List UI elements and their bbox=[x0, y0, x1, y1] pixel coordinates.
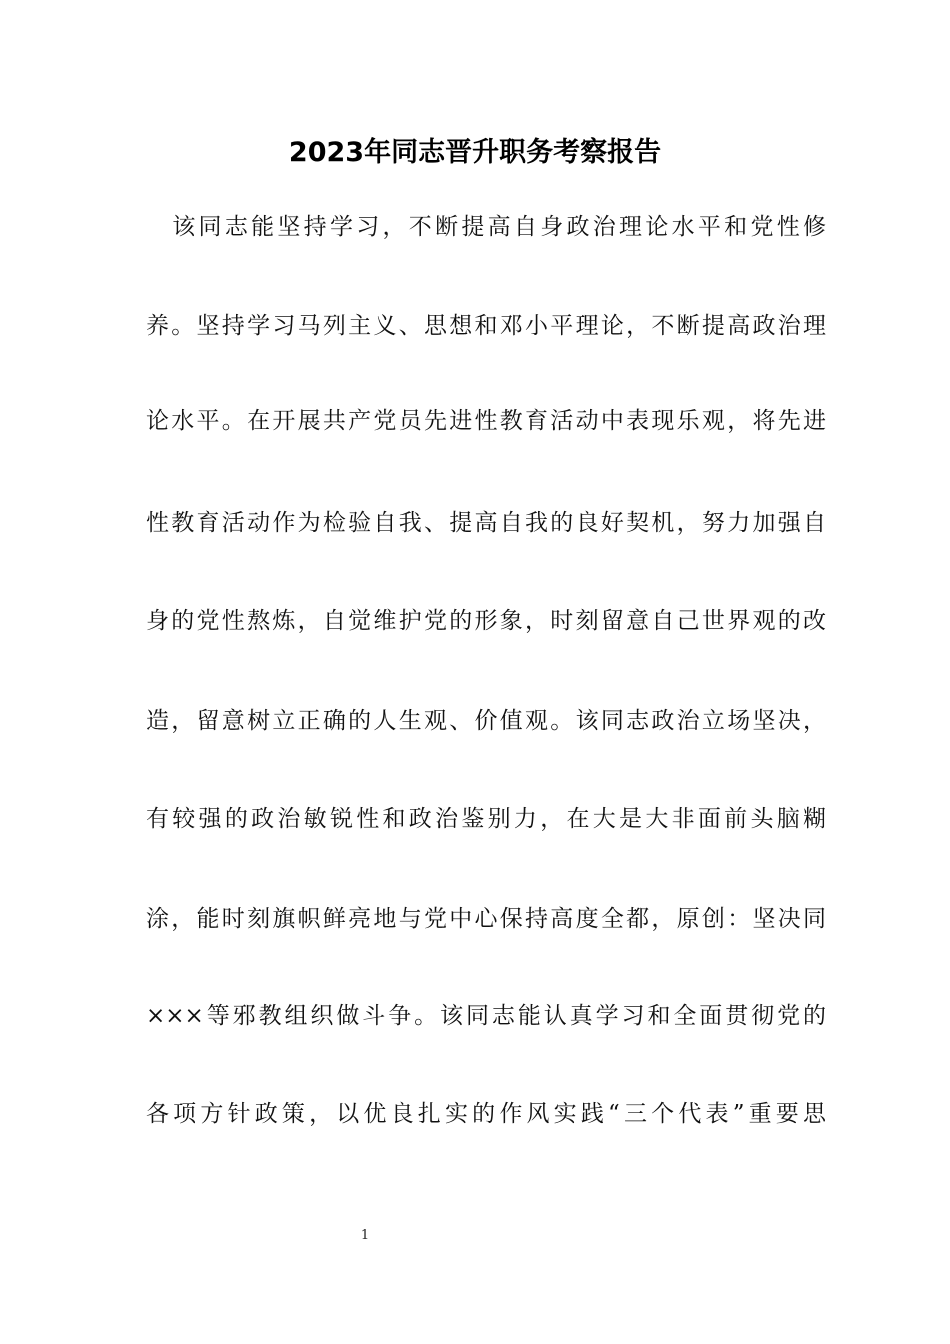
document-title: 2023年同志晋升职务考察报告 bbox=[288, 137, 662, 168]
body-line: 涂，能时刻旗帜鲜亮地与党中心保持高度全都，原创：坚决同 bbox=[146, 906, 826, 932]
body-line: 性教育活动作为检验自我、提高自我的良好契机，努力加强自 bbox=[146, 510, 826, 536]
body-line: 身的党性熬炼，自觉维护党的形象，时刻留意自己世界观的改 bbox=[146, 608, 826, 634]
body-line: 论水平。在开展共产党员先进性教育活动中表现乐观，将先进 bbox=[146, 408, 826, 434]
body-line: 有较强的政治敏锐性和政治鉴别力，在大是大非面前头脑糊 bbox=[146, 806, 826, 832]
page-number: 1 bbox=[360, 1228, 370, 1243]
body-line: 各项方针政策，以优良扎实的作风实践“三个代表”重要思 bbox=[146, 1101, 826, 1127]
body-line: ×××等邪教组织做斗争。该同志能认真学习和全面贯彻党的 bbox=[146, 1003, 826, 1029]
body-line: 养。坚持学习马列主义、思想和邓小平理论，不断提高政治理 bbox=[146, 313, 826, 339]
body-line: 造，留意树立正确的人生观、价值观。该同志政治立场坚决， bbox=[146, 708, 826, 734]
body-line: 该同志能坚持学习，不断提高自身政治理论水平和党性修 bbox=[146, 214, 826, 240]
